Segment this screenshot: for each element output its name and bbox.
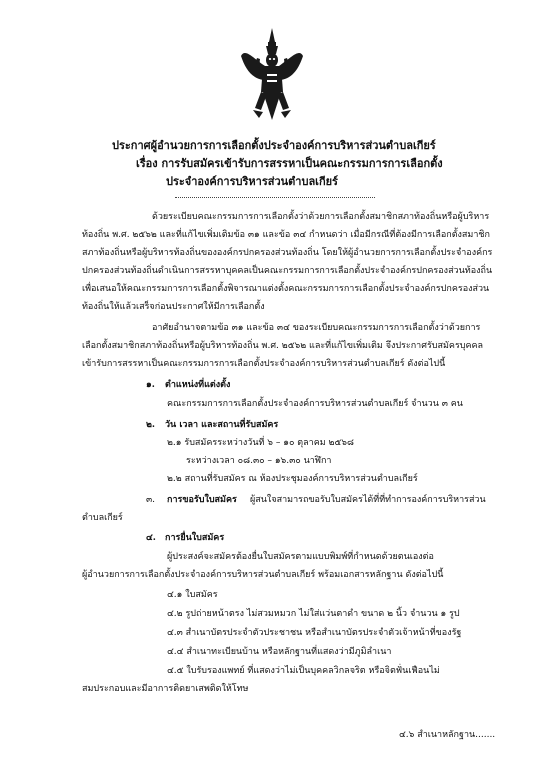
intro-p2-line-1: อาศัยอำนาจตามข้อ ๓๑ และข้อ ๓๔ ของระเบียบคณะกรรมการการเลือกตั้งว่าด้วยการ bbox=[152, 323, 481, 333]
sec4-item-4: ๔.๔ สำเนาทะเบียนบ้าน หรือหลักฐานที่แสดงว่ามีภูมิลำเนา bbox=[167, 647, 392, 657]
sec1-text: คณะกรรมการการเลือกตั้งประจำองค์การบริหารส่วนตำบลเกียร์ จำนวน ๓ คน bbox=[167, 399, 463, 409]
intro-p1-line-1: ด้วยระเบียบคณะกรรมการการเลือกตั้งว่าด้วยการเลือกตั้งสมาชิกสภาท้องถิ่นหรือผู้บริหาร bbox=[152, 212, 490, 222]
intro-p2-line-2: เลือกตั้งสมาชิกสภาท้องถิ่นหรือผู้บริหารท้องถิ่น พ.ศ. ๒๕๖๒ และที่แก้ไขเพิ่มเติม จึงประกาศรับสมัครบุคคล bbox=[82, 341, 484, 351]
intro-p1-line-4: ปกครองส่วนท้องถิ่นดำเนินการสรรหาบุคคลเป็นคณะกรรมการการเลือกตั้งประจำองค์กรปกครองส่วนท้องถิ่น bbox=[82, 266, 493, 276]
sec4-item-3: ๔.๓ สำเนาบัตรประจำตัวประชาชน หรือสำเนาบัตรประจำตัวเจ้าหน้าที่ของรัฐ bbox=[167, 628, 462, 638]
title-divider bbox=[175, 197, 375, 198]
sec3-text: ผู้สนใจสามารถขอรับใบสมัครได้ที่ที่ทำการองค์การบริหารส่วน bbox=[250, 495, 486, 505]
title-line-1: ประกาศผู้อำนวยการการเลือกตั้งประจำองค์การบริหารส่วนตำบลเกียร์ bbox=[112, 139, 436, 152]
sec4-number: ๔. bbox=[146, 533, 156, 543]
sec4-item-5: ๔.๕ ใบรับรองแพทย์ ที่แสดงว่าไม่เป็นบุคคลวิกลจริต หรือจิตฟั่นเฟือนไม่ bbox=[167, 666, 440, 676]
intro-p2-line-3: เข้ารับการสรรหาเป็นคณะกรรมการการเลือกตั้งประจำองค์การบริหารส่วนตำบลเกียร์ ดังต่อไปนี้ bbox=[82, 359, 446, 369]
sec4-p1: ผู้ประสงค์จะสมัครต้องยื่นใบสมัครตามแบบพิมพ์ที่กำหนดด้วยตนเองต่อ bbox=[167, 552, 434, 562]
sec4-item-1: ๔.๑ ใบสมัคร bbox=[167, 590, 218, 600]
sec1-heading: ตำแหน่งที่แต่งตั้ง bbox=[165, 380, 231, 390]
sec2-line-2: ระหว่างเวลา ๐๘.๓๐ – ๑๖.๓๐ นาฬิกา bbox=[186, 456, 332, 466]
sec3-text-cont: ตำบลเกียร์ bbox=[82, 513, 123, 523]
sec2-line-1: ๒.๑ รับสมัครระหว่างวันที่ ๖ – ๑๐ ตุลาคม ๒๕๖๘ bbox=[167, 438, 354, 448]
sec2-line-3: ๒.๒ สถานที่รับสมัคร ณ ห้องประชุมองค์การบริหารส่วนตำบลเกียร์ bbox=[167, 474, 418, 484]
title-line-3: ประจำองค์การบริหารส่วนตำบลเกียร์ bbox=[166, 175, 338, 188]
intro-p1-line-3: สภาท้องถิ่นหรือผู้บริหารท้องถิ่นขององค์กรปกครองส่วนท้องถิ่น โดยให้ผู้อำนวยการการเลือกตั้งประจำองค์กร bbox=[82, 248, 493, 258]
sec4-item-2: ๔.๒ รูปถ่ายหน้าตรง ไม่สวมหมวก ไม่ใส่แว่นตาดำ ขนาด ๒ นิ้ว จำนวน ๑ รูป bbox=[167, 609, 460, 619]
sec2-heading: วัน เวลา และสถานที่รับสมัคร bbox=[165, 420, 279, 430]
sec3-number: ๓. bbox=[146, 495, 156, 505]
sec4-item-5-cont: สมประกอบและมีอาการติดยาเสพติดให้โทษ bbox=[82, 684, 249, 694]
title-line-2: เรื่อง การรับสมัครเข้ารับการสรรหาเป็นคณะกรรมการการเลือกตั้ง bbox=[136, 157, 443, 170]
sec4-heading: การยื่นใบสมัคร bbox=[165, 533, 225, 543]
page-continuation: ๔.๖ สำเนาหลักฐาน....... bbox=[399, 730, 496, 740]
sec2-number: ๒. bbox=[146, 420, 156, 430]
garuda-emblem-icon bbox=[241, 28, 303, 126]
sec3-heading: การขอรับใบสมัคร bbox=[167, 495, 237, 505]
sec4-p2: ผู้อำนวยการการเลือกตั้งประจำองค์การบริหารส่วนตำบลเกียร์ พร้อมเอกสารหลักฐาน ดังต่อไปนี้ bbox=[82, 570, 444, 580]
sec1-number: ๑. bbox=[146, 380, 155, 390]
intro-p1-line-6: ท้องถิ่นให้แล้วเสร็จก่อนประกาศให้มีการเลือกตั้ง bbox=[82, 302, 265, 312]
intro-p1-line-2: ท้องถิ่น พ.ศ. ๒๕๖๒ และที่แก้ไขเพิ่มเติมข้อ ๓๑ และข้อ ๓๔ กำหนดว่า เมื่อมีกรณีที่ต้องมีการเลือกตั้งสมาชิก bbox=[82, 230, 490, 240]
intro-p1-line-5: เพื่อเสนอให้คณะกรรมการการเลือกตั้งพิจารณาแต่งตั้งคณะกรรมการการเลือกตั้งประจำองค์กรปกครองส่วน bbox=[82, 284, 490, 294]
